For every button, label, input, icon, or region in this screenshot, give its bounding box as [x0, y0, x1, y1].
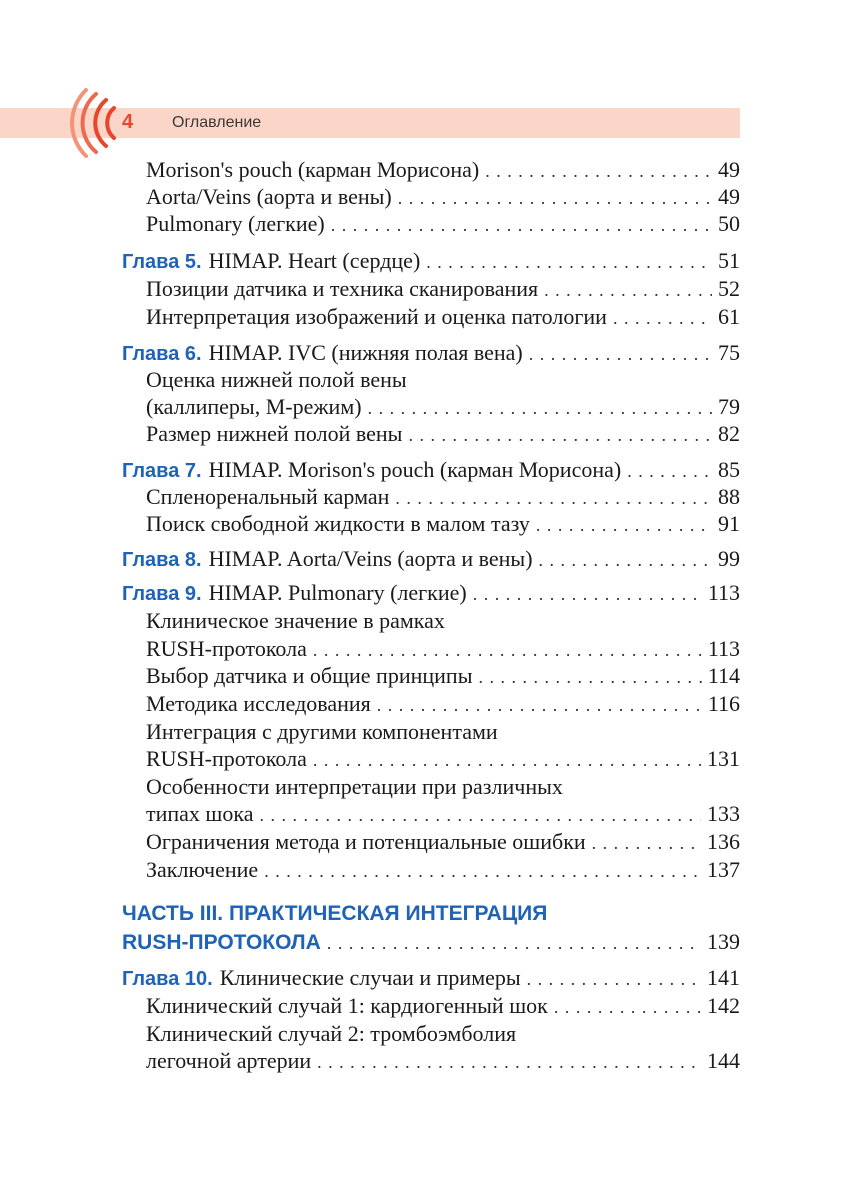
toc-chapter[interactable] — [122, 965, 740, 992]
toc-entry-line: Интеграция с другими компонентами — [146, 719, 498, 744]
dot-leader — [264, 858, 701, 884]
chapter-label: Глава 7. — [122, 460, 202, 482]
toc-entry-title: Morison's pouch (карман Морисона) — [146, 157, 480, 182]
toc-entry-page: 137 — [707, 857, 740, 882]
toc-entry-title: Выбор датчика и общие принципы — [146, 663, 473, 688]
toc-entry-page: 113 — [707, 580, 740, 605]
toc-entry-page: 85 — [718, 457, 740, 482]
toc-entry[interactable] — [146, 857, 740, 884]
part-heading: ЧАСТЬ III. ПРАКТИЧЕСКАЯ ИНТЕГРАЦИЯ — [122, 902, 548, 925]
dot-leader — [485, 158, 712, 184]
toc-entry-page: 116 — [707, 691, 740, 716]
toc-entry-page: 52 — [718, 276, 740, 301]
toc-entry-line: Клиническое значение в рамках — [146, 608, 445, 633]
toc-entry-page: 133 — [707, 801, 740, 826]
toc-entry[interactable] — [146, 421, 740, 448]
toc-entry-page: 142 — [707, 993, 740, 1018]
dot-leader — [331, 212, 712, 238]
toc-chapter-title: HIMAP. Morison's pouch (карман Морисона) — [208, 457, 622, 482]
sound-waves-icon — [62, 88, 122, 158]
dot-leader — [478, 664, 701, 690]
toc-part[interactable] — [122, 929, 740, 956]
toc-entry-title: Ограничения метода и потенциальные ошибки — [146, 829, 586, 854]
toc-entry[interactable] — [146, 691, 740, 718]
toc-entry[interactable] — [146, 394, 740, 421]
dot-leader — [544, 277, 712, 303]
dot-leader — [426, 249, 712, 275]
toc-entry-page: 113 — [707, 636, 740, 661]
toc-entry-page: 49 — [718, 184, 740, 209]
page-number: 4 — [122, 111, 134, 133]
toc-entry-page: 91 — [718, 511, 740, 536]
toc-entry[interactable] — [146, 663, 740, 690]
toc-entry-page: 144 — [707, 1048, 740, 1073]
toc-entry[interactable] — [146, 746, 740, 773]
toc-chapter[interactable] — [122, 457, 740, 484]
toc-entry-page: 50 — [718, 211, 740, 236]
chapter-label: Глава 6. — [122, 343, 202, 365]
toc-entry[interactable] — [146, 484, 740, 511]
dot-leader — [408, 422, 712, 448]
toc-entry[interactable] — [146, 157, 740, 184]
chapter-label: Глава 10. — [122, 968, 213, 990]
toc-entry-line: Клинический случай 2: тромбоэмболия — [146, 1021, 517, 1046]
toc-chapter[interactable] — [122, 580, 740, 607]
toc-chapter[interactable] — [122, 248, 740, 275]
toc-entry[interactable] — [146, 211, 740, 238]
toc-chapter[interactable] — [122, 546, 740, 573]
toc-entry[interactable] — [146, 993, 740, 1020]
toc-entry[interactable] — [146, 801, 740, 828]
toc-entry-page: 51 — [718, 248, 740, 273]
toc-chapter-title: HIMAP. IVC (нижняя полая вена) — [208, 340, 523, 365]
dot-leader — [592, 830, 701, 856]
chapter-label: Глава 8. — [122, 549, 202, 571]
toc-entry-title: Интерпретация изображений и оценка патологии — [146, 304, 607, 329]
toc-entry-title: Заключение — [146, 857, 259, 882]
toc-entry-page: 141 — [707, 965, 740, 990]
toc-entry[interactable] — [146, 636, 740, 663]
toc-entry-title: Позиции датчика и техника сканирования — [146, 276, 539, 301]
dot-leader — [313, 637, 702, 663]
toc-entry-page: 136 — [707, 829, 740, 854]
dot-leader — [554, 994, 701, 1020]
dot-leader — [327, 930, 701, 956]
toc-chapter-title: HIMAP. Heart (сердце) — [208, 248, 421, 273]
toc-entry-title: Размер нижней полой вены — [146, 421, 403, 446]
toc-entry-page: 99 — [718, 546, 740, 571]
toc-entry-page: 88 — [718, 484, 740, 509]
toc-entry-title: типах шока — [146, 801, 254, 826]
toc-entry-title: Клинический случай 1: кардиогенный шок — [146, 993, 548, 1018]
dot-leader — [377, 692, 702, 718]
toc-entry-title: RUSH-протокола — [146, 746, 307, 771]
dot-leader — [627, 458, 712, 484]
toc-entry-line: Оценка нижней полой вены — [146, 367, 407, 392]
toc-chapter-title: Клинические случаи и примеры — [219, 965, 521, 990]
toc-entry-title: Спленоренальный карман — [146, 484, 390, 509]
toc-chapter-title: HIMAP. Aorta/Veins (аорта и вены) — [208, 546, 533, 571]
part-heading-title: RUSH-ПРОТОКОЛА — [122, 931, 321, 954]
chapter-label: Глава 5. — [122, 251, 202, 273]
toc-entry-page: 131 — [707, 746, 740, 771]
dot-leader — [368, 395, 712, 421]
toc-entry-title: легочной артерии — [146, 1048, 312, 1073]
running-header-title: Оглавление — [172, 114, 262, 131]
toc-entry[interactable] — [146, 1048, 740, 1075]
toc-entry-title: Pulmonary (легкие) — [146, 211, 325, 236]
toc-entry-page: 114 — [707, 663, 740, 688]
dot-leader — [613, 305, 712, 331]
dot-leader — [395, 485, 712, 511]
toc-chapter-title: HIMAP. Pulmonary (легкие) — [208, 580, 467, 605]
toc-entry-line: Особенности интерпретации при различных — [146, 774, 563, 799]
chapter-label: Глава 9. — [122, 583, 202, 605]
toc-entry-title: RUSH-протокола — [146, 636, 307, 661]
dot-leader — [473, 581, 702, 607]
toc-entry[interactable] — [146, 829, 740, 856]
toc-entry-page: 82 — [718, 421, 740, 446]
dot-leader — [527, 966, 701, 992]
toc-entry-title: Поиск свободной жидкости в малом тазу — [146, 511, 530, 536]
toc-entry[interactable] — [146, 184, 740, 211]
toc-entry[interactable] — [146, 304, 740, 331]
toc-entry-page: 75 — [718, 340, 740, 365]
toc-entry-title: (каллиперы, М-режим) — [146, 394, 362, 419]
toc-entry-page: 49 — [718, 157, 740, 182]
toc-entry-page: 79 — [718, 394, 740, 419]
toc-entry-page: 139 — [707, 929, 740, 954]
dot-leader — [398, 185, 712, 211]
toc-entry[interactable] — [146, 276, 740, 303]
dot-leader — [317, 1049, 701, 1075]
toc-entry-title: Методика исследования — [146, 691, 371, 716]
dot-leader — [313, 747, 701, 773]
dot-leader — [536, 512, 712, 538]
toc-entry-page: 61 — [718, 304, 740, 329]
toc-chapter[interactable] — [122, 340, 740, 367]
dot-leader — [529, 341, 712, 367]
dot-leader — [539, 547, 712, 573]
dot-leader — [260, 802, 702, 828]
toc-entry[interactable] — [146, 511, 740, 538]
toc-entry-title: Aorta/Veins (аорта и вены) — [146, 184, 392, 209]
